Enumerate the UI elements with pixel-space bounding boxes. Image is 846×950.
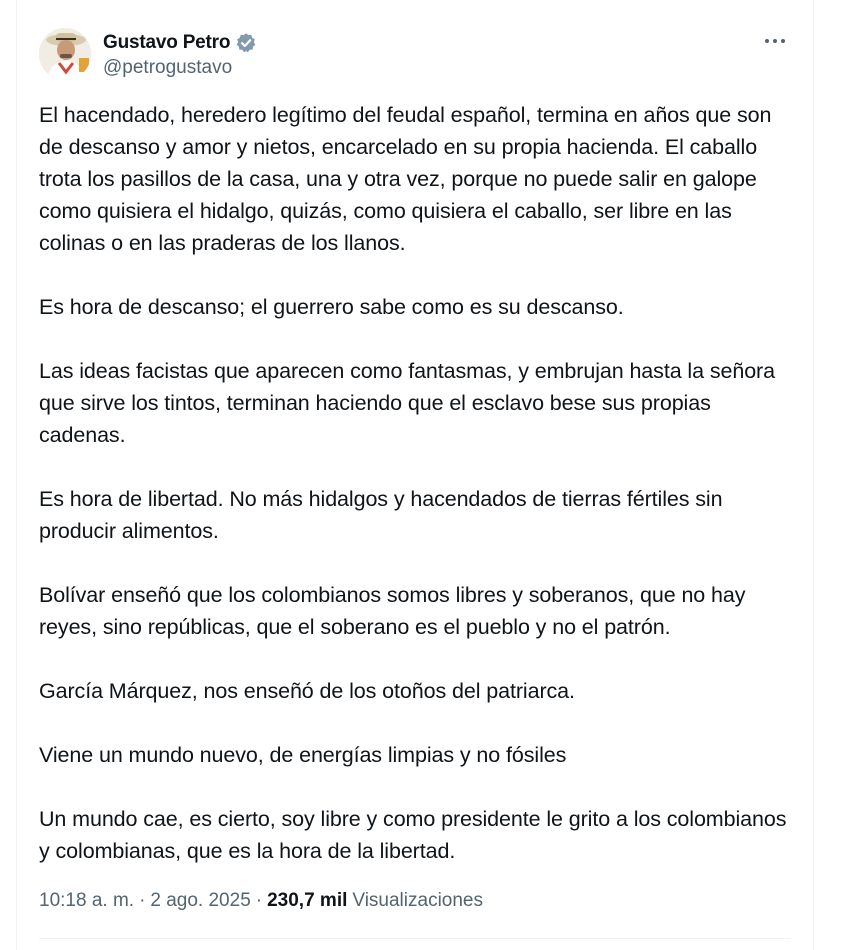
tweet-paragraph: Bolívar enseñó que los colombianos somos libres y soberanos, que no hay reyes, sino repúblicas, que el soberano es el pueblo y no el patrón.: [39, 583, 746, 639]
verified-badge-icon[interactable]: [235, 32, 257, 54]
more-options-icon[interactable]: [755, 28, 795, 54]
divider: [39, 938, 791, 939]
author-handle[interactable]: @petrogustavo: [103, 57, 233, 78]
tweet-paragraph: García Márquez, nos enseñó de los otoños del patriarca.: [39, 679, 575, 703]
tweet-paragraph: Es hora de libertad. No más hidalgos y hacendados de tierras fértiles sin producir alimentos.: [39, 487, 723, 543]
author-block: [103, 30, 257, 79]
tweet-paragraph: Las ideas facistas que aparecen como fantasmas, y embrujan hasta la señora que sirve los tintos, terminan haciendo que el esclavo bese sus propias cadenas.: [39, 359, 775, 447]
post-time[interactable]: 10:18 a. m.: [39, 890, 135, 911]
author-name-row: [103, 30, 257, 56]
views-label: Visualizaciones: [352, 890, 483, 911]
meta-separator: ·: [255, 890, 263, 911]
tweet-paragraph: El hacendado, heredero legítimo del feudal español, termina en años que son de descanso y amor y nietos, encarcelado en su propia hacienda. El caballo trota los pasillos de la casa, una y otra vez, porque no puede salir en galope como quisiera el hidalgo, quizás, como quisiera el caballo, ser libre en las colinas o en las praderas de los llanos.: [39, 103, 772, 255]
tweet-meta: [39, 890, 483, 912]
tweet-header: [39, 28, 795, 82]
avatar-image: [39, 28, 91, 80]
meta-separator: ·: [139, 890, 146, 911]
tweet-text: [39, 99, 799, 867]
tweet-paragraph: Viene un mundo nuevo, de energías limpias y no fósiles: [39, 743, 567, 767]
author-name[interactable]: Gustavo Petro: [103, 32, 231, 53]
post-date[interactable]: 2 ago. 2025: [150, 890, 251, 911]
tweet-paragraph: Un mundo cae, es cierto, soy libre y como presidente le grito a los colombianos y colombianas, que es la hora de la libertad.: [39, 807, 787, 863]
avatar[interactable]: [39, 28, 91, 80]
tweet-card: [16, 0, 814, 950]
tweet-paragraph: Es hora de descanso; el guerrero sabe como es su descanso.: [39, 295, 624, 319]
views-count[interactable]: 230,7 mil: [267, 890, 348, 911]
